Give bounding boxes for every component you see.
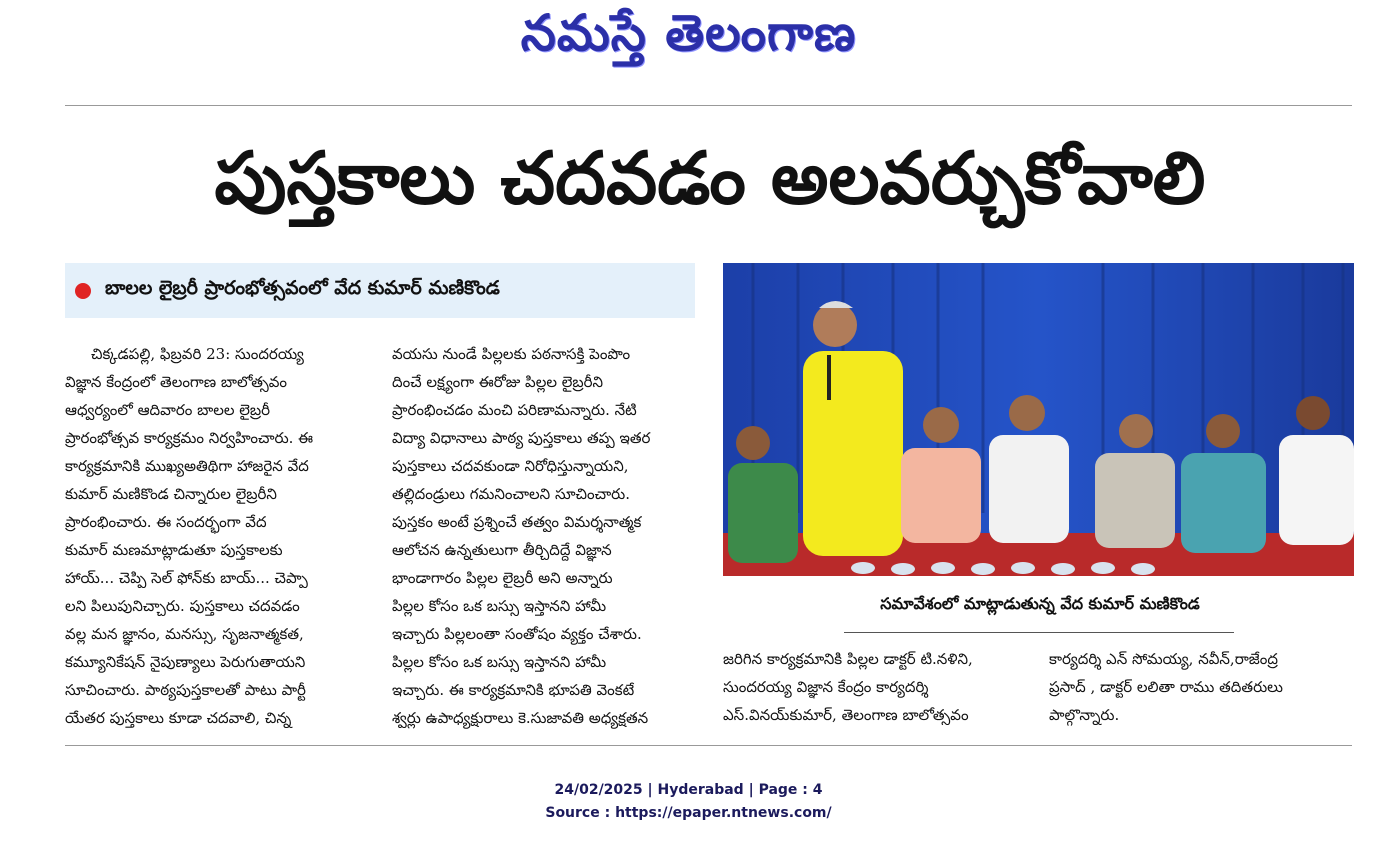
text-line: దించే లక్ష్యంగా ఈరోజు పిల్లల లైబ్రరీని [392, 373, 604, 391]
text-line: కుమార్ మణమాట్లాడుతూ పుస్తకాలకు [65, 541, 283, 559]
text-line: శ్వర్లు ఉపాధ్యక్షురాలు కె.సుజావతి అధ్యక్షతన [392, 709, 649, 727]
caption-divider [844, 632, 1234, 633]
photo-caption: సమావేశంలో మాట్లాడుతున్న వేద కుమార్ మణికొండ [880, 594, 1200, 613]
text-line: పిల్లల కోసం ఒక బస్సు ఇస్తానని హామీ [392, 597, 607, 615]
top-divider [65, 105, 1352, 106]
text-line: ప్రారంభించారు. ఈ సందర్భంగా వేద [65, 513, 267, 531]
text-line: తల్లిదండ్రులు గమనించాలని సూచించారు. [392, 485, 631, 503]
article-headline: పుస్తకాలు చదవడం అలవర్చుకోవాలి [214, 136, 1206, 220]
text-line: ప్రసాద్ , డాక్టర్ లలితా రాము తదితరులు [1049, 678, 1283, 696]
text-line: భాండాగారం పిల్లల లైబ్రరీ అని అన్నారు [392, 569, 613, 587]
text-line: జరిగిన కార్యక్రమానికి పిల్లల డాక్టర్ టి.నళిని, [723, 650, 973, 668]
text-line: పుస్తకాలు చదవకుండా నిరోధిస్తున్నాయని, [392, 457, 629, 475]
text-line: విజ్ఞాన కేంద్రంలో తెలంగాణ బాలోత్సవం [65, 373, 287, 391]
text-line: వయసు నుండే పిల్లలకు పఠనాసక్తి పెంపొం [392, 345, 631, 363]
red-bullet-icon [75, 283, 91, 299]
text-line: వల్ల మన జ్ఞానం, మనస్సు, సృజనాత్మకత, [65, 625, 304, 643]
footer-source-link[interactable]: Source : https://epaper.ntnews.com/ [545, 805, 832, 821]
text-line: పుస్తకం అంటే ప్రశ్నించే తత్వం విమర్శనాత్మక [392, 513, 642, 531]
text-line: సూచించారు. పాఠ్యపుస్తకాలతో పాటు పార్టీ [65, 681, 306, 699]
text-line: ఎస్.వినయ్‌కుమార్, తెలంగాణ బాలోత్సవం [723, 706, 969, 724]
bottom-divider [65, 745, 1352, 746]
article-column-1 [65, 340, 367, 732]
text-line: సుందరయ్య విజ్ఞాన కేంద్రం కార్యదర్శి [723, 678, 929, 696]
text-line: చిక్కడపల్లి, ఫిబ్రవరి 23: సుందరయ్య [91, 345, 304, 363]
text-line: ఇచ్చారు పిల్లలంతా సంతోషం వ్యక్తం చేశారు. [392, 625, 642, 643]
text-line: హాయ్... చెప్పి సెల్ ఫోన్‌కు బాయ్... చెప్పా [65, 569, 308, 587]
text-line: యేతర పుస్తకాలు కూడా చదవాలి, చిన్న [65, 709, 292, 727]
text-line: ఆలోచన ఉన్నతులుగా తీర్చిదిద్దే విజ్ఞాన [392, 541, 612, 559]
text-line: పాల్గొన్నారు. [1049, 706, 1120, 724]
text-line: కమ్యూనికేషన్ నైపుణ్యాలు పెరుగుతాయని [65, 653, 306, 671]
article-column-3 [723, 645, 1027, 729]
text-line: ఆధ్వర్యంలో ఆదివారం బాలల లైబ్రరీ [65, 401, 271, 419]
text-line: కార్యక్రమానికి ముఖ్యఅతిథిగా హాజరైన వేద [65, 457, 309, 475]
article-column-4 [1049, 645, 1353, 729]
text-line: పిల్లల కోసం ఒక బస్సు ఇస్తానని హామీ [392, 653, 607, 671]
newspaper-masthead: నమస్తే తెలంగాణ [520, 4, 857, 62]
text-line: లని పిలుపునిచ్చారు. పుస్తకాలు చదవడం [65, 597, 300, 615]
text-line: ప్రారంభోత్సవ కార్యక్రమం నిర్వహించారు. ఈ [65, 429, 314, 447]
article-photo [723, 263, 1354, 576]
text-line: కార్యదర్శి ఎన్ సోమయ్య, నవీన్,రాజేంద్ర [1049, 650, 1278, 668]
article-column-2 [392, 340, 695, 732]
text-line: ప్రారంభించడం మంచి పరిణామన్నారు. నేటి [392, 401, 637, 419]
article-subhead [65, 263, 695, 318]
subhead-text: బాలల లైబ్రరీ ప్రారంభోత్సవంలో వేద కుమార్ మణికొండ [105, 277, 500, 299]
footer-date-page: 24/02/2025 | Hyderabad | Page : 4 [554, 782, 823, 798]
text-line: విద్యా విధానాలు పాఠ్య పుస్తకాలు తప్ప ఇతర [392, 429, 651, 447]
text-line: ఇచ్చారు. ఈ కార్యక్రమానికి భూపతి వెంకటే [392, 681, 635, 699]
stage-photo-illustration [723, 263, 1354, 576]
text-line: కుమార్ మణికొండ చిన్నారుల లైబ్రరీని [65, 485, 277, 503]
